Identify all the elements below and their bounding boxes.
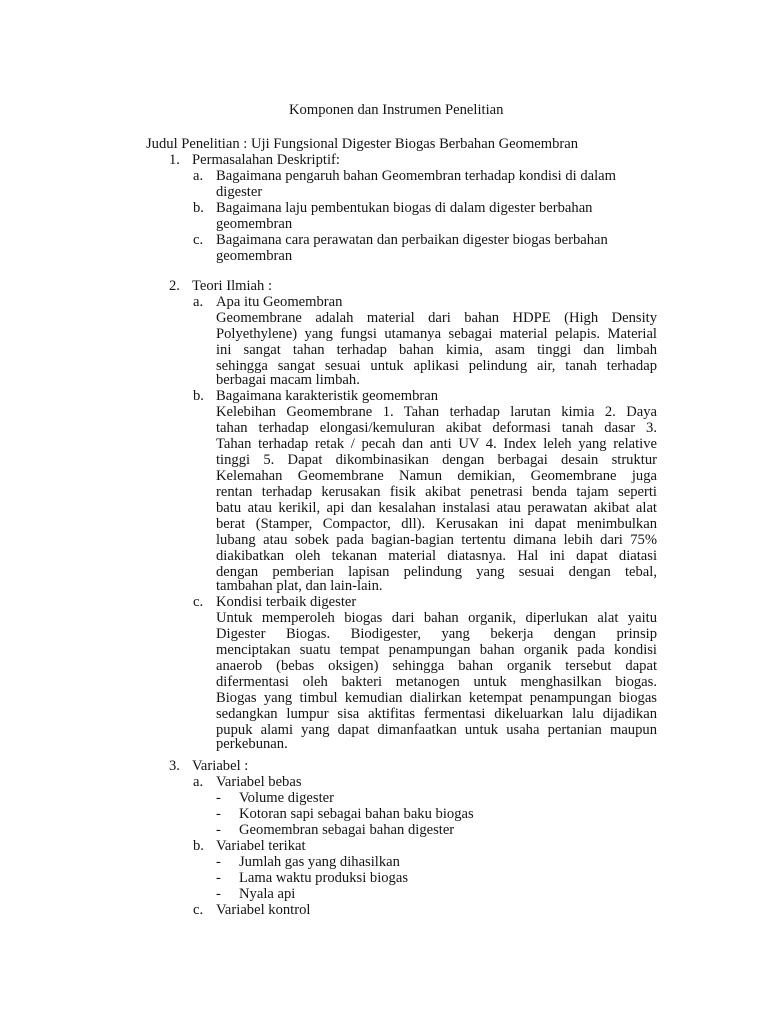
paragraph-line: anaerob (bebas oksigen) sehingga bahan organik tersebut dapat [216,658,657,674]
item-marker: b. [193,388,204,404]
subsection-heading: Apa itu Geomembran [216,294,343,310]
variable-item: Kotoran sapi sebagai bahan baku biogas [239,806,474,822]
item-marker: c. [193,232,204,248]
section-heading: Permasalahan Deskriptif: [192,152,340,168]
variable-item: Geomembran sebagai bahan digester [239,822,455,838]
subsection-heading: Variabel bebas [216,774,302,790]
paragraph-line: difermentasi oleh bakteri metanogen untuk menghasilkan biogas. [216,674,657,690]
item-marker: a. [193,294,204,310]
paragraph-line: tambahan plat, dan lain-lain. [216,578,383,594]
variable-item: Nyala api [239,886,296,902]
paragraph-line: berbagai macam limbah. [216,372,360,388]
list-item-text: geomembran [216,248,293,264]
item-marker: b. [193,838,204,854]
list-item-text: Bagaimana laju pembentukan biogas di dalam digester berbahan [216,200,593,216]
dash-marker: - [216,886,221,902]
paragraph-line: ini sangat tahan terhadap bahan kimia, asam tinggi dan limbah [216,342,657,358]
paragraph-line: tinggi 5. Dapat dikombinasikan dengan berbagai desain struktur [216,452,657,468]
paragraph-line: sehingga sangat sesuai untuk aplikasi pelindung air, tanah terhadap [216,358,657,374]
paragraph-line: pupuk alami yang dapat dimanfaatkan untuk usaha pertanian maupun [216,722,657,738]
paragraph-line: dengan pemberian lapisan pelindung yang sesuai dengan tebal, [216,564,657,580]
section-number: 2. [169,278,180,294]
section-number: 3. [169,758,180,774]
subsection-heading: Variabel kontrol [216,902,311,918]
dash-marker: - [216,870,221,886]
document-title: Komponen dan Instrumen Penelitian [289,102,504,118]
paragraph-line: Polyethylene) yang fungsi utamanya sebagai material pelapis. Material [216,326,657,342]
paragraph-line: Tahan terhadap retak / pecah dan anti UV 4. Index leleh yang relative [216,436,657,452]
paragraph-line: Kelebihan Geomembrane 1. Tahan terhadap larutan kimia 2. Daya [216,404,657,420]
item-marker: b. [193,200,204,216]
item-marker: c. [193,902,204,918]
list-item-text: Bagaimana pengaruh bahan Geomembran terhadap kondisi di dalam [216,168,616,184]
paragraph-line: rentan terhadap kerusakan fisik akibat penetrasi benda tajam seperti [216,484,657,500]
subsection-heading: Kondisi terbaik digester [216,594,357,610]
paragraph-line: lubang atau sobek pada bagian-bagian tertentu dimana lebih dari 75% [216,532,657,548]
paragraph-line: Kelemahan Geomembrane Namun demikian, Geomembrane juga [216,468,657,484]
paragraph-line: diakibatkan oleh tekanan material diatasnya. Hal ini dapat diatasi [216,548,657,564]
dash-marker: - [216,790,221,806]
paragraph-line: tahan terhadap elongasi/kemuluran akibat deformasi tanah dasar 3. [216,420,657,436]
subsection-heading: Variabel terikat [216,838,306,854]
item-marker: c. [193,594,204,610]
paragraph-line: sedangkan lumpur sisa aktifitas fermentasi dikeluarkan lalu dijadikan [216,706,657,722]
paragraph-line: batu atau kerikil, api dan kesalahan instalasi atau perawatan akibat alat [216,500,657,516]
list-item-text: Bagaimana cara perawatan dan perbaikan digester biogas berbahan [216,232,608,248]
dash-marker: - [216,806,221,822]
paragraph-line: Digester Biogas. Biodigester, yang bekerja dengan prinsip [216,626,657,642]
paragraph-line: Untuk memperoleh biogas dari bahan organik, diperlukan alat yaitu [216,610,657,626]
paragraph-line: Biogas yang timbul kemudian dialirkan ketempat penampungan biogas [216,690,657,706]
dash-marker: - [216,854,221,870]
paragraph-line: berat (Stamper, Compactor, dll). Kerusakan ini dapat menimbulkan [216,516,657,532]
section-heading: Variabel : [192,758,249,774]
section-heading: Teori Ilmiah : [192,278,273,294]
section-number: 1. [169,152,180,168]
item-marker: a. [193,774,204,790]
paragraph-line: menciptakan suatu tempat penampungan bahan organik pada kondisi [216,642,657,658]
variable-item: Lama waktu produksi biogas [239,870,409,886]
item-marker: a. [193,168,204,184]
variable-item: Volume digester [239,790,334,806]
list-item-text: geomembran [216,216,293,232]
variable-item: Jumlah gas yang dihasilkan [239,854,400,870]
subsection-heading: Bagaimana karakteristik geomembran [216,388,439,404]
paragraph-line: perkebunan. [216,736,288,752]
list-item-text: digester [216,184,263,200]
paragraph-line: Geomembrane adalah material dari bahan HDPE (High Density [216,310,657,326]
dash-marker: - [216,822,221,838]
research-title: Judul Penelitian : Uji Fungsional Digester Biogas Berbahan Geomembran [146,136,579,152]
